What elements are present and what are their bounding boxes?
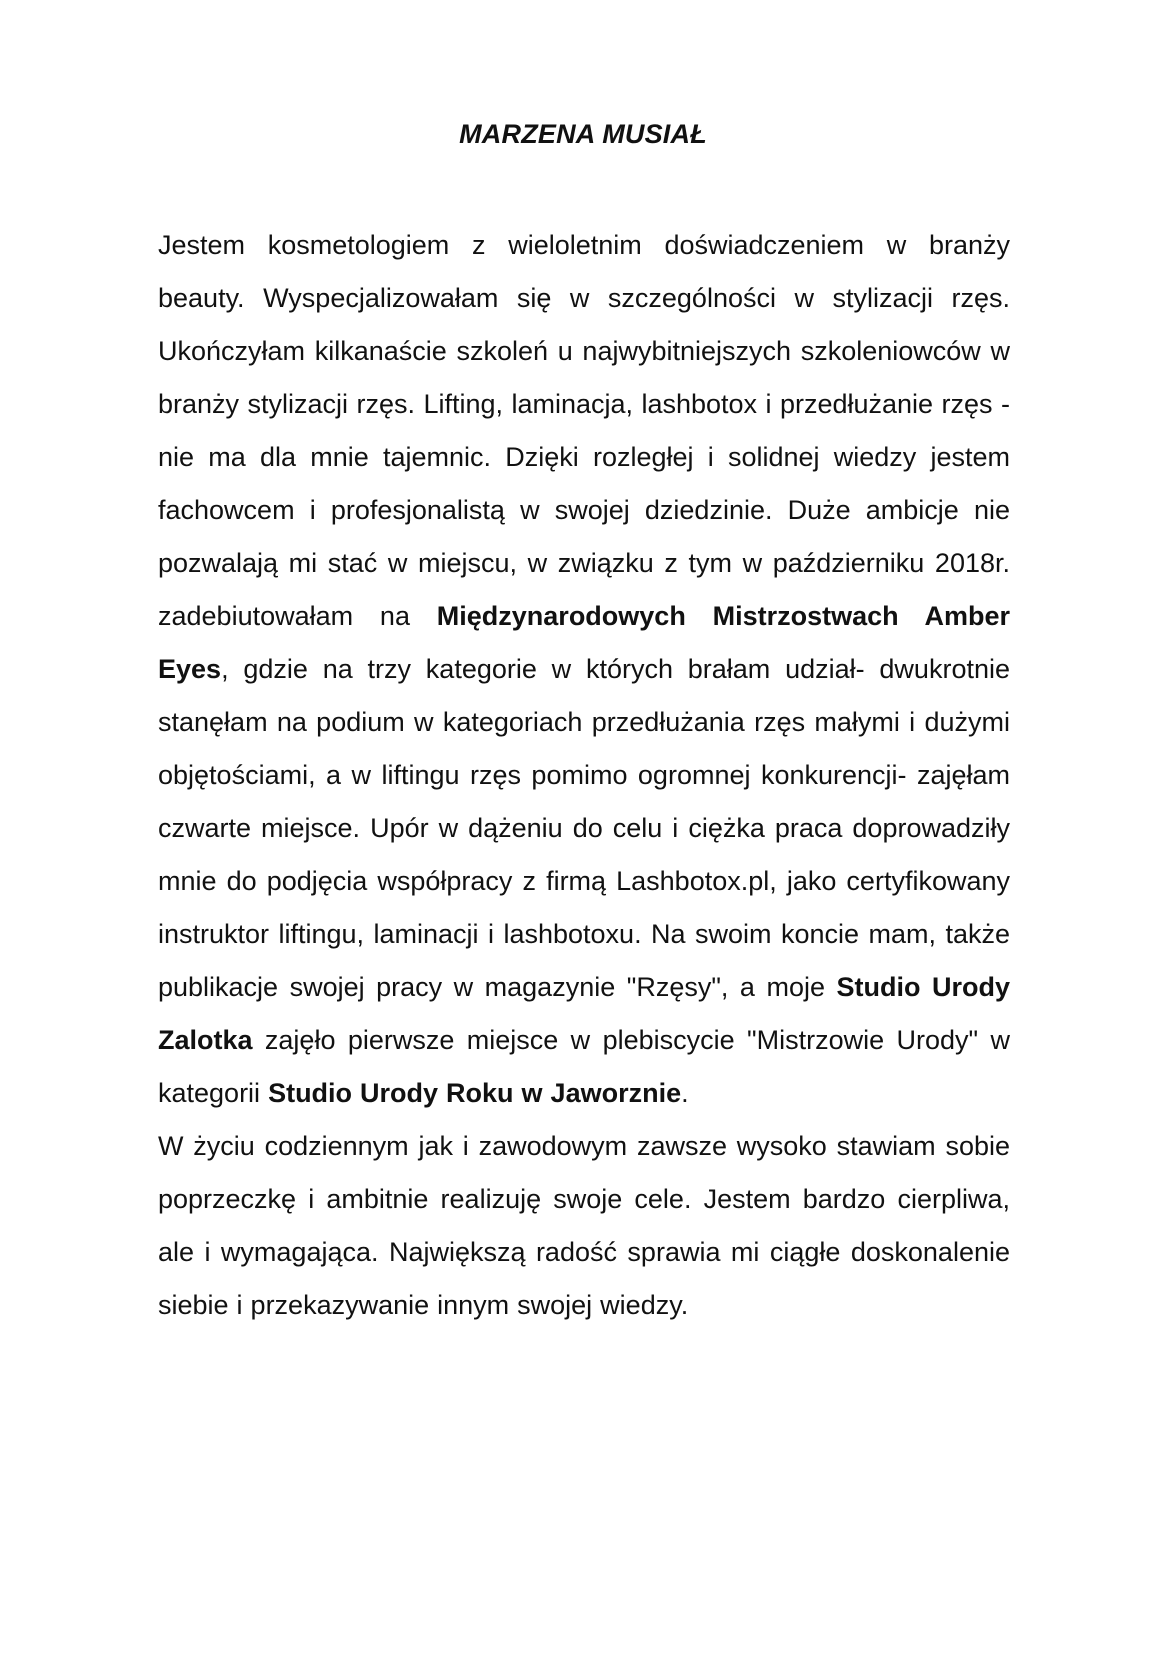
paragraph-segment: . [681,1078,689,1108]
bold-championship-name: Międzynarodowych Mistrzostwach Amber Eyes [158,601,1010,684]
paragraph-personal: W życiu codziennym jak i zawodowym zawsze wysoko stawiam sobie poprzeczkę i ambitnie realizuję swoje cele. Jestem bardzo cierpliwa, ale i wymagająca. Największą radość sprawia mi ciągłe doskonalenie siebie i przekazywanie innym swojej wiedzy. [158,1131,1010,1320]
document-title: MARZENA MUSIAŁ [459,119,707,149]
paragraph-segment: zajęło pierwsze miejsce w plebiscycie "Mistrzowie Urody" w kategorii [158,1025,1010,1108]
paragraph-segment: Jestem kosmetologiem z wieloletnim doświadczeniem w branży beauty. Wyspecjalizowałam się w szczególności w stylizacji rzęs. Ukończyłam kilkanaście szkoleń u najwybitniejszych szkoleniowców w branży stylizacji rzęs. Lifting, laminacja, lashbotox i przedłużanie rzęs - nie ma dla mnie tajemnic. Dzięki rozległej i solidnej wiedzy jestem fachowcem i profesjonalistą w swojej dziedzinie. Duże ambicje nie pozwalają mi stać w miejscu, w związku z tym w październiku 2018r. zadebiutowałam na [158,230,1010,631]
document-body [158,219,1010,1332]
bold-award-category: Studio Urody Roku w Jaworznie [268,1078,682,1108]
paragraph-biography [158,219,1010,1120]
bold-studio-name: Studio Urody Zalotka [158,972,1010,1055]
paragraph-segment: , gdzie na trzy kategorie w których brałam udział- dwukrotnie stanęłam na podium w kategoriach przedłużania rzęs małymi i dużymi objętościami, a w liftingu rzęs pomimo ogromnej konkurencji- zajęłam czwarte miejsce. Upór w dążeniu do celu i ciężka praca doprowadziły mnie do podjęcia współpracy z firmą Lashbotox.pl, jako certyfikowany instruktor liftingu, laminacji i lashbotoxu. Na swoim koncie mam, także publikacje swojej pracy w magazynie "Rzęsy", a moje [158,654,1010,1002]
